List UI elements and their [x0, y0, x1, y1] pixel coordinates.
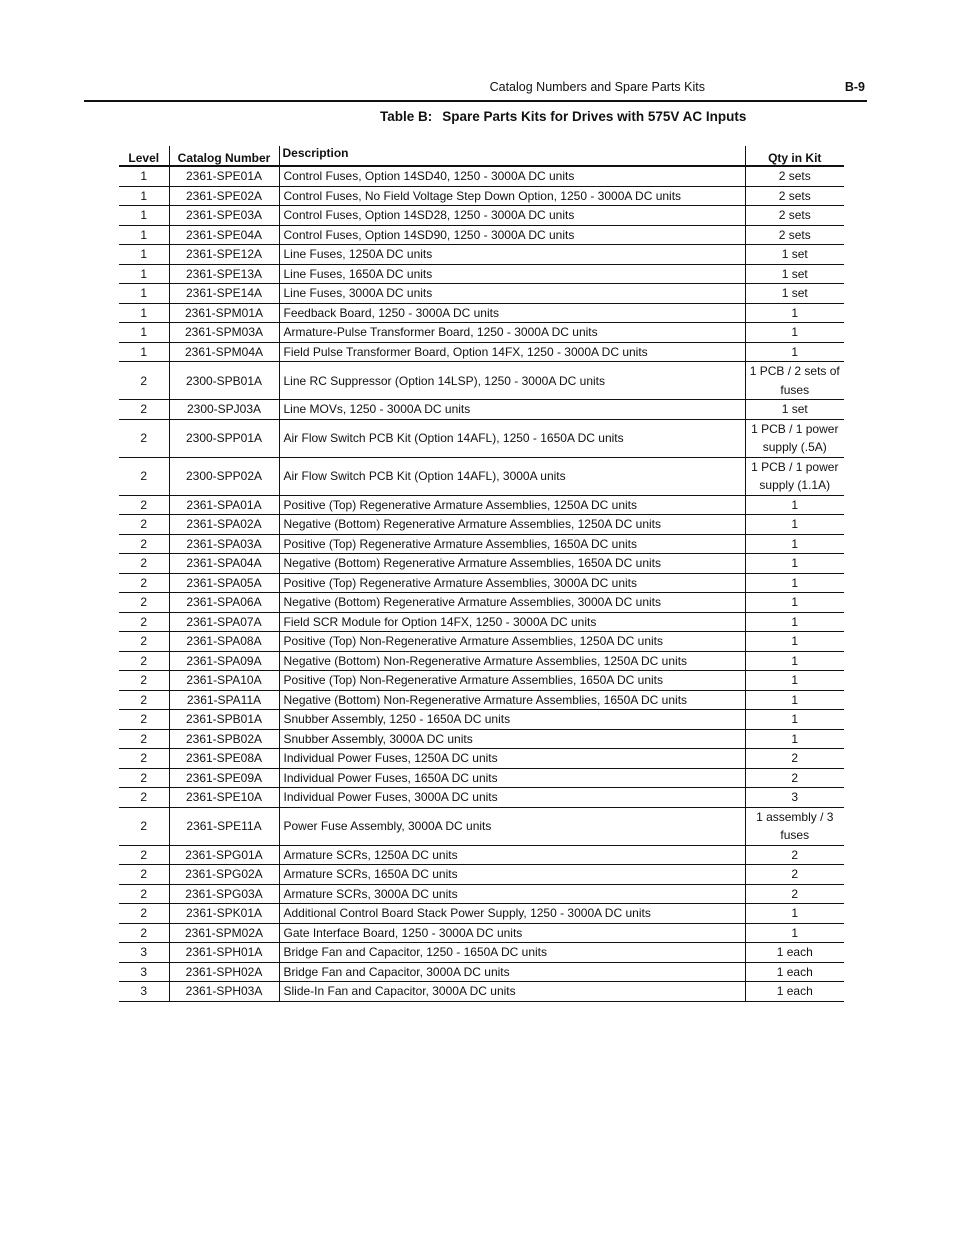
- row-description: Negative (Bottom) Regenerative Armature Assemblies, 3000A DC units: [279, 593, 745, 613]
- row-catalog-number: 2361-SPB02A: [169, 729, 279, 749]
- row-description: Armature SCRs, 1250A DC units: [279, 845, 745, 865]
- row-catalog-number: 2361-SPG03A: [169, 884, 279, 904]
- row-level: 2: [119, 729, 169, 749]
- row-catalog-number: 2361-SPA06A: [169, 593, 279, 613]
- row-level: 2: [119, 788, 169, 808]
- row-level: 1: [119, 166, 169, 186]
- row-qty: 2: [745, 768, 844, 788]
- row-description: Field Pulse Transformer Board, Option 14FX, 1250 - 3000A DC units: [279, 342, 745, 362]
- table-row: [119, 982, 844, 1002]
- table-caption: [380, 109, 746, 124]
- table-row: [119, 419, 844, 457]
- table-row: [119, 845, 844, 865]
- row-catalog-number: 2361-SPA04A: [169, 554, 279, 574]
- row-level: 3: [119, 962, 169, 982]
- row-qty: 1: [745, 671, 844, 691]
- row-qty: 1: [745, 651, 844, 671]
- table-row: [119, 284, 844, 304]
- row-catalog-number: 2361-SPH01A: [169, 943, 279, 963]
- row-level: 3: [119, 943, 169, 963]
- table-row: [119, 323, 844, 343]
- row-qty: 2: [745, 884, 844, 904]
- table-row: [119, 651, 844, 671]
- row-level: 3: [119, 982, 169, 1002]
- row-qty: 1: [745, 612, 844, 632]
- row-qty: 1: [745, 632, 844, 652]
- row-description: Air Flow Switch PCB Kit (Option 14AFL), 3000A units: [279, 457, 745, 495]
- row-description: Snubber Assembly, 3000A DC units: [279, 729, 745, 749]
- row-level: 1: [119, 245, 169, 265]
- row-qty: 2: [745, 749, 844, 769]
- row-qty: 1: [745, 342, 844, 362]
- row-qty: 1 PCB / 1 power supply (.5A): [745, 419, 844, 457]
- row-level: 2: [119, 534, 169, 554]
- row-level: 2: [119, 749, 169, 769]
- row-description: Control Fuses, Option 14SD40, 1250 - 3000A DC units: [279, 166, 745, 186]
- row-level: 2: [119, 515, 169, 535]
- row-catalog-number: 2361-SPA08A: [169, 632, 279, 652]
- row-level: 1: [119, 186, 169, 206]
- row-level: 1: [119, 342, 169, 362]
- row-level: 1: [119, 303, 169, 323]
- row-qty: 1: [745, 534, 844, 554]
- table-row: [119, 342, 844, 362]
- table-row: [119, 729, 844, 749]
- table-row: [119, 225, 844, 245]
- row-qty: 1: [745, 593, 844, 613]
- row-qty: 2 sets: [745, 186, 844, 206]
- row-qty: 1 each: [745, 982, 844, 1002]
- row-qty: 1: [745, 323, 844, 343]
- row-catalog-number: 2361-SPA05A: [169, 573, 279, 593]
- row-description: Line Fuses, 1650A DC units: [279, 264, 745, 284]
- table-row: [119, 904, 844, 924]
- row-level: 1: [119, 206, 169, 226]
- row-description: Positive (Top) Regenerative Armature Assemblies, 3000A DC units: [279, 573, 745, 593]
- row-qty: 3: [745, 788, 844, 808]
- row-level: 2: [119, 573, 169, 593]
- row-description: Armature SCRs, 1650A DC units: [279, 865, 745, 885]
- row-catalog-number: 2361-SPG01A: [169, 845, 279, 865]
- row-description: Negative (Bottom) Regenerative Armature Assemblies, 1650A DC units: [279, 554, 745, 574]
- table-row: [119, 671, 844, 691]
- row-description: Positive (Top) Regenerative Armature Assemblies, 1650A DC units: [279, 534, 745, 554]
- row-description: Positive (Top) Regenerative Armature Assemblies, 1250A DC units: [279, 495, 745, 515]
- row-catalog-number: 2361-SPB01A: [169, 710, 279, 730]
- row-level: 2: [119, 632, 169, 652]
- row-qty: 1: [745, 515, 844, 535]
- row-description: Negative (Bottom) Non-Regenerative Armature Assemblies, 1650A DC units: [279, 690, 745, 710]
- row-level: 2: [119, 884, 169, 904]
- row-catalog-number: 2361-SPA02A: [169, 515, 279, 535]
- row-level: 2: [119, 923, 169, 943]
- row-level: 1: [119, 284, 169, 304]
- row-qty: 2 sets: [745, 166, 844, 186]
- row-catalog-number: 2361-SPK01A: [169, 904, 279, 924]
- row-description: Line MOVs, 1250 - 3000A DC units: [279, 400, 745, 420]
- row-qty: 1: [745, 495, 844, 515]
- row-catalog-number: 2361-SPE03A: [169, 206, 279, 226]
- row-catalog-number: 2361-SPE10A: [169, 788, 279, 808]
- row-qty: 1: [745, 573, 844, 593]
- row-qty: 1: [745, 303, 844, 323]
- table-row: [119, 245, 844, 265]
- table-row: [119, 206, 844, 226]
- row-catalog-number: 2361-SPA11A: [169, 690, 279, 710]
- table-row: [119, 534, 844, 554]
- row-catalog-number: 2300-SPP02A: [169, 457, 279, 495]
- row-level: 2: [119, 865, 169, 885]
- row-catalog-number: 2361-SPM01A: [169, 303, 279, 323]
- row-catalog-number: 2361-SPM04A: [169, 342, 279, 362]
- row-description: Additional Control Board Stack Power Supply, 1250 - 3000A DC units: [279, 904, 745, 924]
- table-header-row: [119, 146, 844, 166]
- row-qty: 1 set: [745, 264, 844, 284]
- table-row: [119, 710, 844, 730]
- row-qty: 1: [745, 729, 844, 749]
- row-level: 2: [119, 710, 169, 730]
- row-level: 2: [119, 612, 169, 632]
- table-row: [119, 515, 844, 535]
- row-qty: 1 PCB / 1 power supply (1.1A): [745, 457, 844, 495]
- table-row: [119, 554, 844, 574]
- table-row: [119, 593, 844, 613]
- row-description: Armature-Pulse Transformer Board, 1250 - 3000A DC units: [279, 323, 745, 343]
- row-catalog-number: 2300-SPP01A: [169, 419, 279, 457]
- row-description: Line RC Suppressor (Option 14LSP), 1250 - 3000A DC units: [279, 362, 745, 400]
- table-row: [119, 457, 844, 495]
- row-description: Individual Power Fuses, 1650A DC units: [279, 768, 745, 788]
- row-level: 2: [119, 845, 169, 865]
- table-caption-text: Spare Parts Kits for Drives with 575V AC Inputs: [442, 109, 747, 124]
- table-caption-label: Table B:: [380, 109, 433, 124]
- row-qty: 1: [745, 690, 844, 710]
- row-description: Air Flow Switch PCB Kit (Option 14AFL), 1250 - 1650A DC units: [279, 419, 745, 457]
- row-qty: 1 set: [745, 245, 844, 265]
- table-row: [119, 264, 844, 284]
- row-description: Bridge Fan and Capacitor, 1250 - 1650A DC units: [279, 943, 745, 963]
- row-qty: 2 sets: [745, 225, 844, 245]
- table-row: [119, 573, 844, 593]
- row-catalog-number: 2361-SPH03A: [169, 982, 279, 1002]
- row-qty: 1: [745, 923, 844, 943]
- row-catalog-number: 2300-SPJ03A: [169, 400, 279, 420]
- table-row: [119, 690, 844, 710]
- row-catalog-number: 2300-SPB01A: [169, 362, 279, 400]
- table-row: [119, 166, 844, 186]
- row-catalog-number: 2361-SPM02A: [169, 923, 279, 943]
- table-row: [119, 788, 844, 808]
- row-catalog-number: 2361-SPE12A: [169, 245, 279, 265]
- row-qty: 1 each: [745, 962, 844, 982]
- row-description: Feedback Board, 1250 - 3000A DC units: [279, 303, 745, 323]
- row-description: Positive (Top) Non-Regenerative Armature Assemblies, 1650A DC units: [279, 671, 745, 691]
- row-qty: 1 assembly / 3 fuses: [745, 807, 844, 845]
- table-row: [119, 303, 844, 323]
- row-qty: 1 PCB / 2 sets of fuses: [745, 362, 844, 400]
- row-level: 2: [119, 651, 169, 671]
- row-level: 2: [119, 457, 169, 495]
- row-level: 2: [119, 690, 169, 710]
- row-level: 1: [119, 323, 169, 343]
- row-qty: 2: [745, 865, 844, 885]
- row-description: Individual Power Fuses, 3000A DC units: [279, 788, 745, 808]
- row-catalog-number: 2361-SPG02A: [169, 865, 279, 885]
- row-description: Individual Power Fuses, 1250A DC units: [279, 749, 745, 769]
- row-qty: 1 set: [745, 284, 844, 304]
- table-row: [119, 362, 844, 400]
- row-level: 2: [119, 593, 169, 613]
- row-description: Snubber Assembly, 1250 - 1650A DC units: [279, 710, 745, 730]
- row-description: Positive (Top) Non-Regenerative Armature Assemblies, 1250A DC units: [279, 632, 745, 652]
- row-level: 2: [119, 807, 169, 845]
- table-row: [119, 612, 844, 632]
- table-row: [119, 749, 844, 769]
- row-level: 2: [119, 554, 169, 574]
- row-description: Armature SCRs, 3000A DC units: [279, 884, 745, 904]
- row-catalog-number: 2361-SPE01A: [169, 166, 279, 186]
- table-row: [119, 943, 844, 963]
- table-row: [119, 807, 844, 845]
- column-header-catalog-number: Catalog Number: [169, 146, 279, 166]
- row-description: Slide-In Fan and Capacitor, 3000A DC units: [279, 982, 745, 1002]
- row-catalog-number: 2361-SPE08A: [169, 749, 279, 769]
- row-level: 2: [119, 671, 169, 691]
- row-level: 2: [119, 768, 169, 788]
- table-row: [119, 495, 844, 515]
- table-body: [119, 166, 844, 1001]
- row-description: Control Fuses, Option 14SD90, 1250 - 3000A DC units: [279, 225, 745, 245]
- table-row: [119, 768, 844, 788]
- row-description: Bridge Fan and Capacitor, 3000A DC units: [279, 962, 745, 982]
- row-description: Line Fuses, 1250A DC units: [279, 245, 745, 265]
- spare-parts-table: [119, 146, 844, 1002]
- row-description: Negative (Bottom) Regenerative Armature Assemblies, 1250A DC units: [279, 515, 745, 535]
- row-qty: 1: [745, 554, 844, 574]
- row-qty: 2 sets: [745, 206, 844, 226]
- row-qty: 1 set: [745, 400, 844, 420]
- row-catalog-number: 2361-SPE13A: [169, 264, 279, 284]
- table-row: [119, 400, 844, 420]
- row-level: 2: [119, 419, 169, 457]
- row-description: Negative (Bottom) Non-Regenerative Armature Assemblies, 1250A DC units: [279, 651, 745, 671]
- row-catalog-number: 2361-SPE09A: [169, 768, 279, 788]
- row-catalog-number: 2361-SPA07A: [169, 612, 279, 632]
- row-catalog-number: 2361-SPM03A: [169, 323, 279, 343]
- column-header-qty: Qty in Kit: [745, 146, 844, 166]
- row-catalog-number: 2361-SPE11A: [169, 807, 279, 845]
- row-catalog-number: 2361-SPE02A: [169, 186, 279, 206]
- row-qty: 1: [745, 904, 844, 924]
- row-catalog-number: 2361-SPE04A: [169, 225, 279, 245]
- table-row: [119, 884, 844, 904]
- row-description: Control Fuses, Option 14SD28, 1250 - 3000A DC units: [279, 206, 745, 226]
- page-header: [84, 76, 867, 102]
- row-catalog-number: 2361-SPE14A: [169, 284, 279, 304]
- row-catalog-number: 2361-SPH02A: [169, 962, 279, 982]
- row-level: 1: [119, 264, 169, 284]
- section-title: Catalog Numbers and Spare Parts Kits: [489, 80, 705, 94]
- page-number: B-9: [844, 80, 865, 94]
- row-description: Line Fuses, 3000A DC units: [279, 284, 745, 304]
- row-level: 2: [119, 362, 169, 400]
- row-description: Control Fuses, No Field Voltage Step Down Option, 1250 - 3000A DC units: [279, 186, 745, 206]
- column-header-level: Level: [119, 146, 169, 166]
- row-qty: 1: [745, 710, 844, 730]
- row-description: Field SCR Module for Option 14FX, 1250 - 3000A DC units: [279, 612, 745, 632]
- column-header-description: Description: [279, 146, 745, 166]
- row-level: 1: [119, 225, 169, 245]
- row-level: 2: [119, 495, 169, 515]
- row-level: 2: [119, 400, 169, 420]
- table-row: [119, 923, 844, 943]
- table-row: [119, 632, 844, 652]
- table-row: [119, 186, 844, 206]
- row-description: Gate Interface Board, 1250 - 3000A DC units: [279, 923, 745, 943]
- row-catalog-number: 2361-SPA01A: [169, 495, 279, 515]
- row-catalog-number: 2361-SPA09A: [169, 651, 279, 671]
- row-description: Power Fuse Assembly, 3000A DC units: [279, 807, 745, 845]
- row-catalog-number: 2361-SPA03A: [169, 534, 279, 554]
- table-row: [119, 865, 844, 885]
- row-qty: 2: [745, 845, 844, 865]
- row-qty: 1 each: [745, 943, 844, 963]
- row-catalog-number: 2361-SPA10A: [169, 671, 279, 691]
- row-level: 2: [119, 904, 169, 924]
- table-row: [119, 962, 844, 982]
